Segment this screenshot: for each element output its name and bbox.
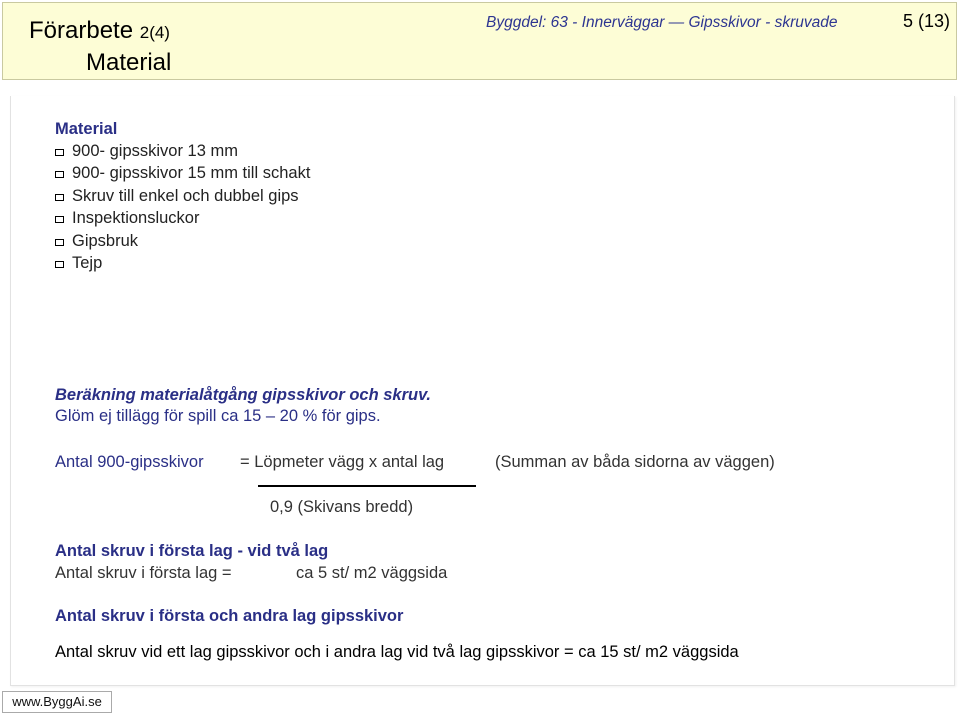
footer-site-link[interactable]: www.ByggAi.se bbox=[2, 691, 112, 713]
list-item-label: Tejp bbox=[72, 254, 103, 273]
page-number: 5 (13) bbox=[903, 11, 951, 31]
material-heading: Material bbox=[55, 120, 118, 138]
list-item bbox=[55, 185, 310, 208]
calc-heading: Beräkning materialåtgång gipsskivor och skruv. bbox=[55, 386, 431, 404]
screws-first-heading: Antal skruv i första lag - vid två lag bbox=[55, 542, 329, 560]
list-item bbox=[55, 230, 310, 253]
list-item bbox=[55, 163, 310, 186]
material-list bbox=[55, 140, 310, 275]
list-item bbox=[55, 208, 310, 231]
list-item bbox=[55, 253, 310, 276]
list-item-label: 900- gipsskivor 13 mm bbox=[72, 141, 238, 160]
list-item-label: Skruv till enkel och dubbel gips bbox=[72, 186, 299, 205]
header-breadcrumb: Byggdel: 63 - Innerväggar — Gipsskivor - skruvade bbox=[486, 14, 838, 31]
list-item bbox=[55, 140, 310, 163]
slide-header bbox=[2, 2, 957, 80]
formula-denominator: 0,9 (Skivans bredd) bbox=[270, 498, 414, 516]
formula-label: Antal 900-gipsskivor bbox=[55, 453, 204, 471]
header-title-part: 2(4) bbox=[139, 23, 170, 42]
formula-equation: = Löpmeter vägg x antal lag bbox=[240, 453, 445, 471]
checkbox-icon bbox=[55, 261, 64, 268]
formula-note: (Summan av båda sidorna av väggen) bbox=[495, 453, 775, 471]
screws-both-text: Antal skruv vid ett lag gipsskivor och i andra lag vid två lag gipsskivor = ca 15 st/ m2 väggsida bbox=[55, 643, 739, 661]
checkbox-icon bbox=[55, 194, 64, 201]
screws-first-label: Antal skruv i första lag = bbox=[55, 564, 232, 582]
calc-note: Glöm ej tillägg för spill ca 15 – 20 % för gips. bbox=[55, 407, 381, 425]
header-title bbox=[29, 17, 170, 47]
checkbox-icon bbox=[55, 216, 64, 223]
checkbox-icon bbox=[55, 149, 64, 156]
fraction-line bbox=[258, 485, 476, 487]
header-subtitle: Material bbox=[86, 49, 172, 76]
screws-first-value: ca 5 st/ m2 väggsida bbox=[296, 564, 448, 582]
list-item-label: 900- gipsskivor 15 mm till schakt bbox=[72, 164, 311, 183]
checkbox-icon bbox=[55, 239, 64, 246]
list-item-label: Inspektionsluckor bbox=[72, 209, 200, 228]
checkbox-icon bbox=[55, 171, 64, 178]
list-item-label: Gipsbruk bbox=[72, 231, 139, 250]
screws-both-heading: Antal skruv i första och andra lag gipsskivor bbox=[55, 607, 404, 625]
header-title-text: Förarbete bbox=[29, 17, 134, 44]
